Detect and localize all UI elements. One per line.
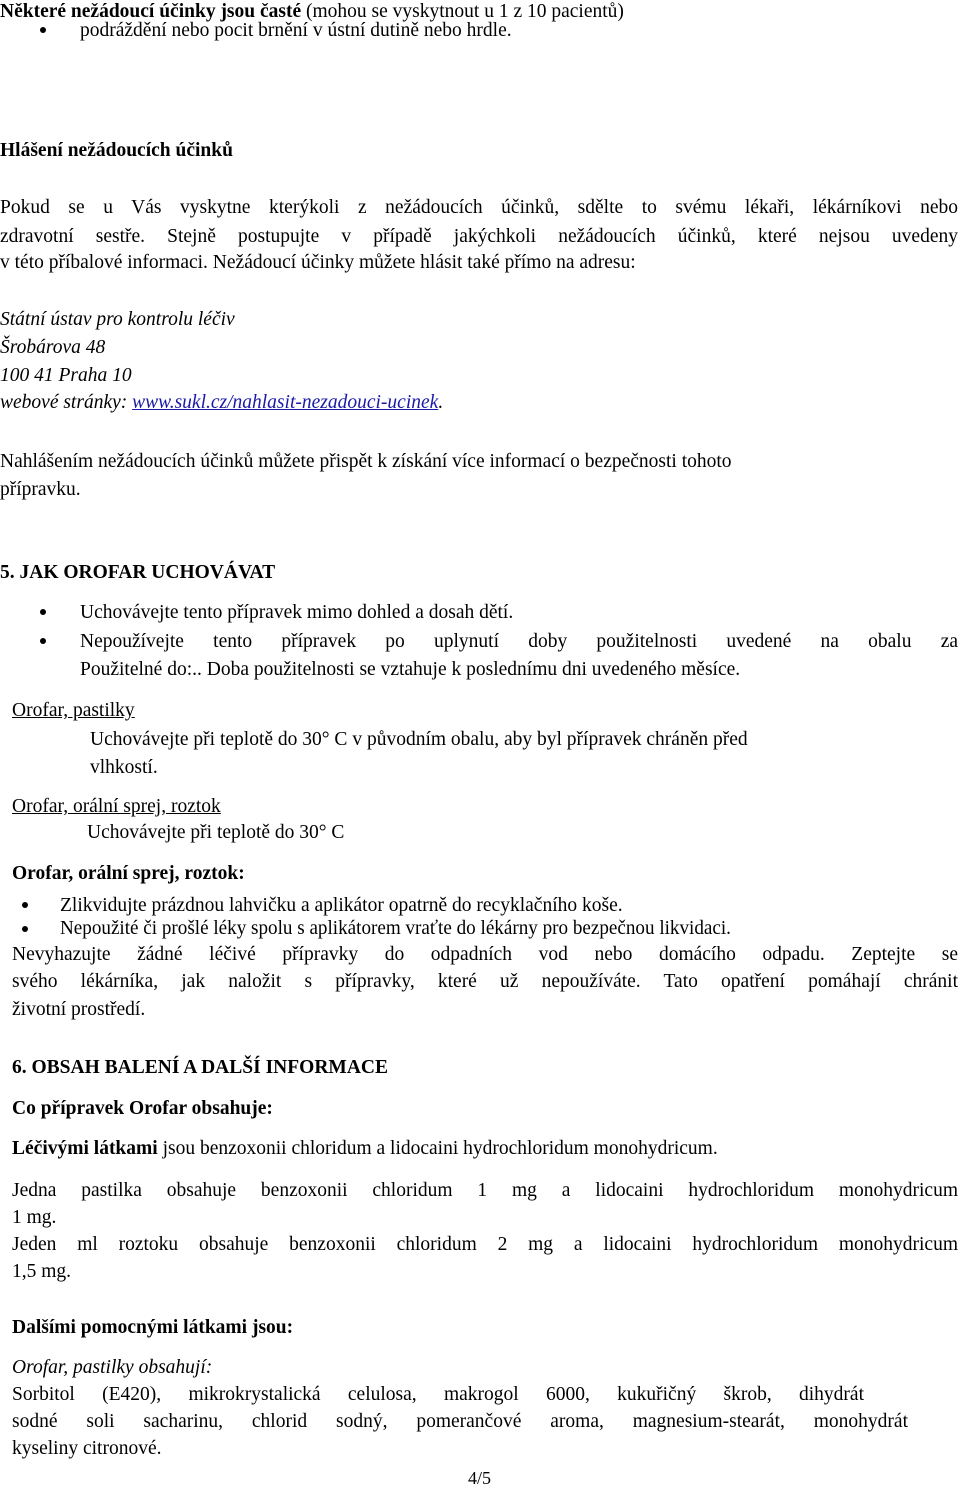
disposal-text-1: Nevyhazujte žádné léčivé přípravky do odpadních vod nebo domácího odpadu. Zeptejte se [12,944,958,965]
address-line-3: 100 41 Praha 10 [0,365,132,386]
pastille-composition-line-1: Jedna pastilka obsahuje benzoxonii chloridum 1 mg a lidocaini hydrochloridum monohydricum [12,1180,958,1201]
disposal-text-3: životní prostředí. [12,999,146,1020]
reporting-closing-1: Nahlášením nežádoucích účinků můžete přispět k získání více informací o bezpečnosti tohoto [0,451,732,472]
excipients-line-2: sodné soli sacharinu, chlorid sodný, pomerančové aroma, magnesium-stearát, monohydrát [12,1411,908,1432]
excipients-line-3: kyseliny citronové. [12,1438,162,1459]
common-heading-rest: (mohou se vyskytnout u 1 z 10 pacientů) [301,1,624,22]
spray-disposal-heading: Orofar, orální sprej, roztok: [12,863,245,884]
pastilles-contain-heading: Orofar, pastilky obsahují: [12,1357,213,1378]
pastilles-storage-text-1: Uchovávejte při teplotě do 30° C v původním obalu, aby byl přípravek chráněn před [90,729,748,750]
bullet-icon [40,609,46,615]
solution-composition-line-2: 1,5 mg. [12,1261,72,1282]
storage-item-1: Uchovávejte tento přípravek mimo dohled a dosah dětí. [80,602,514,623]
reporting-closing-2: přípravku. [0,479,81,500]
disposal-item-1: Zlikvidujte prázdnou lahvičku a aplikátor opatrně do recyklačního koše. [60,895,623,916]
bullet-icon [40,638,46,644]
side-effect-item: podráždění nebo pocit brnění v ústní dutině nebo hrdle. [80,20,512,41]
disposal-item-2: Nepoužité či prošlé léky spolu s aplikátorem vraťte do lékárny pro bezpečnou likvidaci. [60,918,731,939]
solution-composition-line-1: Jeden ml roztoku obsahuje benzoxonii chloridum 2 mg a lidocaini hydrochloridum monohydricum [12,1234,958,1255]
pastille-composition-line-2: 1 mg. [12,1207,57,1228]
address-line-1: Státní ústav pro kontrolu léčiv [0,309,235,330]
bullet-icon [22,902,28,908]
bullet-icon [40,27,46,33]
website-line: webové stránky: www.sukl.cz/nahlasit-nezadouci-ucinek. [0,392,444,413]
disposal-text-2: svého lékárníka, jak naložit s přípravky, které už nepoužíváte. Tato opatření pomáhají chránit [12,971,958,992]
pastilles-storage-text-2: vlhkostí. [90,757,158,778]
contents-subheading: Co přípravek Orofar obsahuje: [12,1098,273,1119]
storage-item-2-line-1: Nepoužívejte tento přípravek po uplynutí doby použitelnosti uvedené na obalu za [80,631,958,652]
excipients-line-1: Sorbitol (E420), mikrokrystalická celulosa, makrogol 6000, kukuřičný škrob, dihydrát [12,1384,864,1405]
excipients-heading: Dalšími pomocnými látkami jsou: [12,1317,294,1338]
reporting-line-1: Pokud se u Vás vyskytne kterýkoli z nežádoucích účinků, sdělte to svému lékaři, lékárníkovi nebo [0,197,958,218]
sukl-report-link[interactable]: www.sukl.cz/nahlasit-nezadouci-ucinek [132,392,439,413]
reporting-line-2: zdravotní sestře. Stejně postupujte v případě jakýchkoli nežádoucích účinků, které nejsou uvedeny [0,226,958,247]
reporting-line-3: v této příbalové informaci. Nežádoucí účinky můžete hlásit také přímo na adresu: [0,252,636,273]
spray-storage-title: Orofar, orální sprej, roztok [12,796,221,817]
storage-item-2-line-2: Použitelné do:.. Doba použitelnosti se vztahuje k poslednímu dni uvedeného měsíce. [80,659,741,680]
contents-heading: 6. OBSAH BALENÍ A DALŠÍ INFORMACE [12,1057,388,1078]
common-heading-bold: Některé nežádoucí účinky jsou časté [0,1,302,22]
address-line-2: Šrobárova 48 [0,337,106,358]
active-substances-line: Léčivými látkami jsou benzoxonii chloridum a lidocaini hydrochloridum monohydricum. [12,1138,718,1159]
bullet-icon [22,926,28,932]
reporting-heading: Hlášení nežádoucích účinků [0,140,233,161]
page-number: 4/5 [468,1468,492,1488]
storage-heading: 5. JAK OROFAR UCHOVÁVAT [0,562,276,583]
spray-storage-text: Uchovávejte při teplotě do 30° C [87,822,345,843]
pastilles-storage-title: Orofar, pastilky [12,700,135,721]
